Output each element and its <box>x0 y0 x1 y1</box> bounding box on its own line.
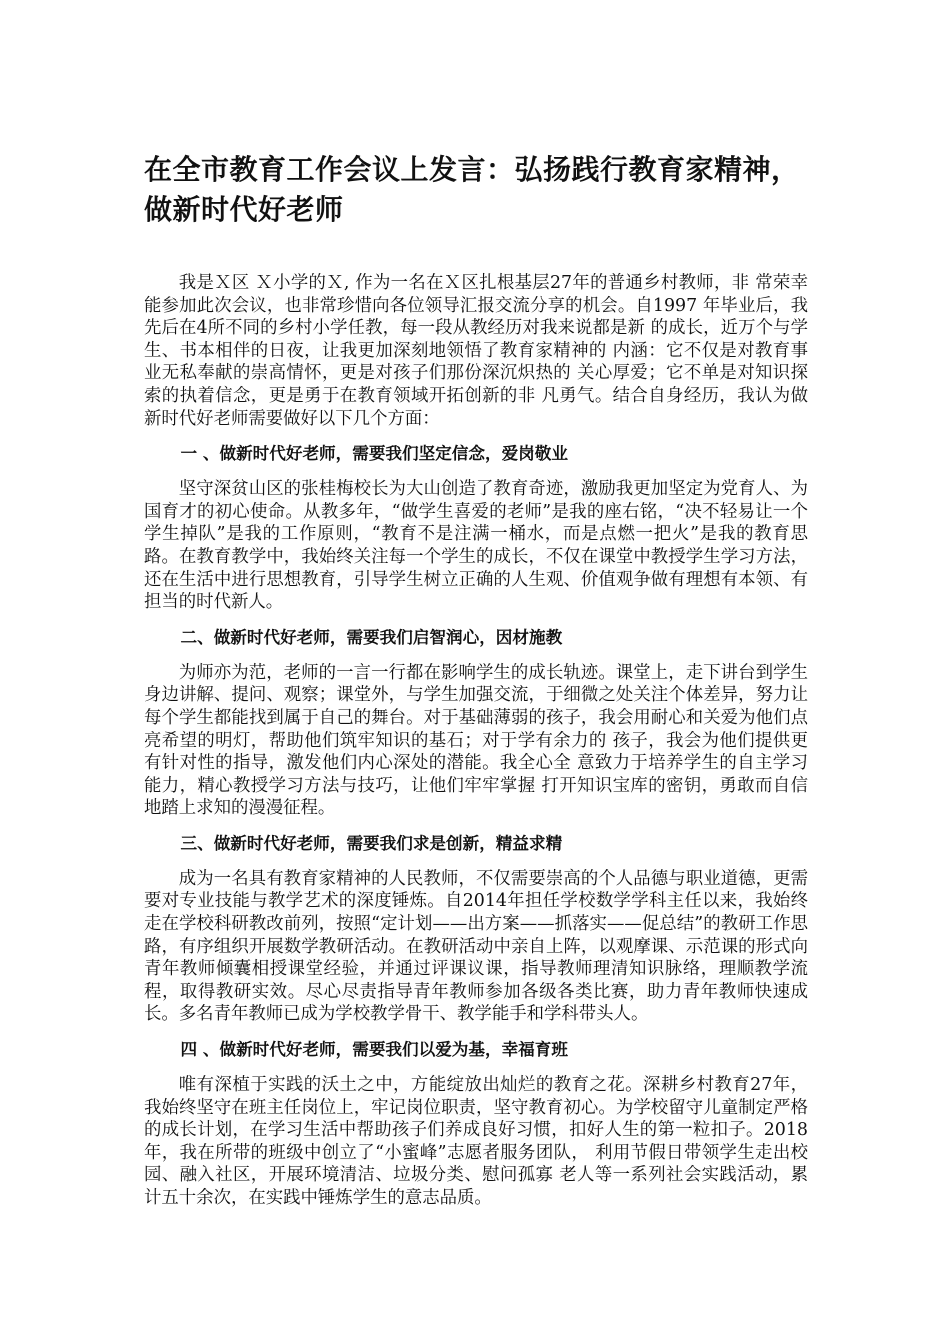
document-title: 在全市教育工作会议上发言：弘扬践行教育家精神，做新时代好老师 <box>144 153 800 226</box>
section-1-body: 坚守深贫山区的张桂梅校长为大山创造了教育奇迹，激励我更加坚定为党育人、为国育才的初心使命。从教多年，“做学生喜爱的老师”是我的座右铭，“决不轻易让一个学生掉队”是我的工作原则，“教育不是注满一桶水，而是点燃一把火”是我的教育思路。在教育教学中，我始终关注每一个学生的成长，不仅在课堂中教授学生学习方法，还在生活中进行思想教育，引导学生树立正确的人生观、价值观争做有理想有本领、有担当的时代新人。 <box>144 479 808 613</box>
intro-paragraph: 我是Ｘ区 Ｘ小学的Ｘ, 作为一名在Ｘ区扎根基层27年的普通乡村教师，非 常荣幸能参加此次会议，也非常珍惜向各位领导汇报交流分享的机会。自1997 年毕业后，我先后在4所不同的乡村小学任教，每一段从教经历对我来说都是新 的成长，近万个与学生、书本相伴的日夜，让我更加深刻地领悟了教育家精神的 内涵：它不仅是对教育事业无私奉献的崇高情怀，更是对孩子们那份深沉炽热的 关心厚爱；它不单是对知识探索的执着信念，更是勇于在教育领域开拓创新的非 凡勇气。结合自身经历，我认为做新时代好老师需要做好以下几个方面： <box>144 273 808 429</box>
section-1-heading: 一 、做新时代好老师，需要我们坚定信念，爱岗敬业 <box>180 444 568 464</box>
section-4-body: 唯有深植于实践的沃土之中，方能绽放出灿烂的教育之花。深耕乡村教育27年，我始终坚守在班主任岗位上，牢记岗位职责，坚守教育初心。为学校留守儿童制定严格的成长计划，在学习生活中帮助孩子们养成良好习惯，扣好人生的第一粒扣子。2018年，我在所带的班级中创立了“小蜜峰”志愿者服务团队， 利用节假日带领学生走出校园、融入社区，开展环境清洁、垃圾分类、慰问孤寡 老人等一系列社会实践活动，累计五十余次，在实践中锤炼学生的意志品质。 <box>144 1075 808 1208</box>
section-4-heading: 四 、做新时代好老师，需要我们以爱为基，幸福育班 <box>180 1040 568 1060</box>
section-3-body: 成为一名具有教育家精神的人民教师，不仅需要崇高的个人品德与职业道德，更需要对专业技能与教学艺术的深度锤炼。自2014年担任学校数学学科主任以来，我始终走在学校科研教改前列，按照“定计划——出方案——抓落实——促总结”的教研工作思路，有序组织开展数学教研活动。在教研活动中亲自上阵，以观摩课、示范课的形式向青年教师倾囊相授课堂经验，并通过评课议课，指导教师理清知识脉络，理顺教学流程，取得教研实效。尽心尽责指导青年教师参加各级各类比赛，助力青年教师快速成长。多名青年教师已成为学校教学骨干、教学能手和学科带头人。 <box>144 868 808 1025</box>
section-3-heading: 三、做新时代好老师，需要我们求是创新，精益求精 <box>180 833 563 853</box>
section-2-heading: 二、做新时代好老师，需要我们启智润心，因材施教 <box>180 627 563 647</box>
document-page <box>144 150 808 1210</box>
section-2-body: 为师亦为范，老师的一言一行都在影响学生的成长轨迹。课堂上，走下讲台到学生身边讲解、提问、观察；课堂外，与学生加强交流，于细微之处关注个体差异，努力让每个学生都能找到属于自己的舞台。对于基础薄弱的孩子，我会用耐心和关爱为他们点亮希望的明灯，帮助他们筑牢知识的基石；对于学有余力的 孩子，我会为他们提供更有针对性的指导，激发他们内心深处的潜能。我全心全 意致力于培养学生的自主学习能力，精心教授学习方法与技巧，让他们牢牢掌握 打开知识宝库的密钥，勇敢而自信地踏上求知的漫漫征程。 <box>144 662 808 819</box>
